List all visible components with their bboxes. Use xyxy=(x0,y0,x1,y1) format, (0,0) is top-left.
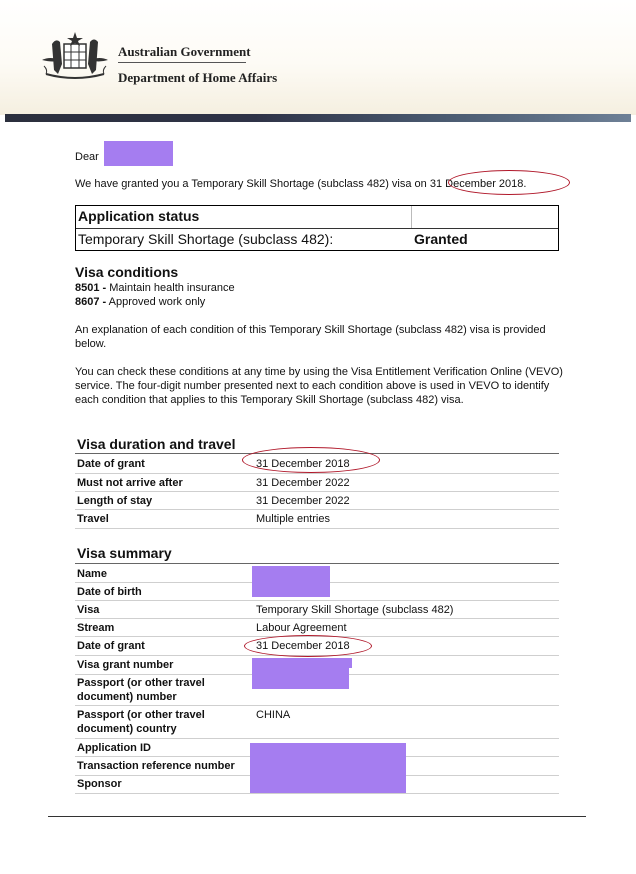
summary-row-label: Application ID xyxy=(77,742,151,754)
summary-row-label: Sponsor xyxy=(77,778,122,790)
summary-row-value: 31 December 2018 xyxy=(256,640,350,652)
condition-text: Maintain health insurance xyxy=(109,282,235,294)
table-divider xyxy=(75,491,559,492)
visa-duration-title: Visa duration and travel xyxy=(77,436,236,452)
summary-row-value: Labour Agreement xyxy=(256,622,347,634)
duration-row-label: Travel xyxy=(77,513,109,525)
table-divider xyxy=(75,793,559,794)
summary-row-label: Transaction reference number xyxy=(77,760,235,772)
visa-summary-title: Visa summary xyxy=(77,545,172,561)
redacted-passport-number xyxy=(252,668,349,689)
redacted-grant-number xyxy=(252,658,352,668)
government-name: Australian Government xyxy=(118,44,251,59)
table-divider xyxy=(75,563,559,564)
grant-intro: We have granted you a Temporary Skill Shortage (subclass 482) visa on 31 December 2018. xyxy=(75,178,527,190)
status-divider xyxy=(76,228,558,229)
footer-rule xyxy=(48,816,586,817)
highlight-circle xyxy=(448,170,570,195)
duration-row-label: Date of grant xyxy=(77,458,145,470)
status-value: Granted xyxy=(414,231,468,247)
table-divider xyxy=(75,618,559,619)
table-divider xyxy=(75,473,559,474)
condition-item xyxy=(75,281,235,295)
duration-row-value: Multiple entries xyxy=(256,513,330,525)
duration-row-value: 31 December 2022 xyxy=(256,495,350,507)
summary-row-value: CHINA xyxy=(256,709,291,721)
table-divider xyxy=(75,528,559,529)
redacted-application-details xyxy=(250,743,406,793)
duration-row-value: 31 December 2018 xyxy=(256,458,350,470)
summary-row-label: Visa grant number xyxy=(77,659,174,671)
table-divider xyxy=(75,600,559,601)
redacted-personal-details xyxy=(252,566,330,597)
status-column-divider xyxy=(411,206,412,228)
table-divider xyxy=(75,509,559,510)
conditions-explanation: An explanation of each condition of this Temporary Skill Shortage (subclass 482) visa is provided below. xyxy=(75,324,546,350)
redacted-recipient-name xyxy=(104,141,173,166)
letterhead xyxy=(0,0,636,115)
table-divider xyxy=(75,705,559,706)
highlight-circle xyxy=(244,635,372,657)
header-color-bar xyxy=(5,114,631,122)
condition-text: Approved work only xyxy=(108,296,206,308)
application-status-box xyxy=(75,205,559,251)
summary-row-label: Visa xyxy=(77,604,100,616)
summary-row-label: Passport (or other travel document) country xyxy=(77,709,205,735)
status-visa-name: Temporary Skill Shortage (subclass 482): xyxy=(78,231,334,247)
duration-row-value: 31 December 2022 xyxy=(256,477,350,489)
department-name: Department of Home Affairs xyxy=(118,70,278,85)
condition-item xyxy=(75,295,205,309)
summary-row-value: Temporary Skill Shortage (subclass 482) xyxy=(256,604,454,616)
header-divider xyxy=(118,62,246,63)
application-status-title: Application status xyxy=(78,208,200,224)
greeting: Dear xyxy=(75,151,99,163)
summary-row-label: Stream xyxy=(77,622,115,634)
visa-conditions-title: Visa conditions xyxy=(75,264,179,280)
vevo-paragraph: You can check these conditions at any time by using the Visa Entitlement Verification Online (VEVO) service. The four-digit number presented next to each condition above is used in VEVO to identify each condition that applies to this Temporary Skill Shortage (subclass 482) visa. xyxy=(75,366,563,406)
coat-of-arms-icon xyxy=(38,30,112,82)
condition-code: 8607 - xyxy=(75,296,107,308)
condition-code: 8501 - xyxy=(75,282,107,294)
duration-row-label: Length of stay xyxy=(77,495,153,507)
duration-row-label: Must not arrive after xyxy=(77,477,183,489)
highlight-circle xyxy=(242,447,380,473)
summary-row-label: Date of birth xyxy=(77,586,142,598)
summary-row-label: Passport (or other travel document) number xyxy=(77,677,205,703)
table-divider xyxy=(75,738,559,739)
summary-row-label: Name xyxy=(77,568,107,580)
summary-row-label: Date of grant xyxy=(77,640,145,652)
